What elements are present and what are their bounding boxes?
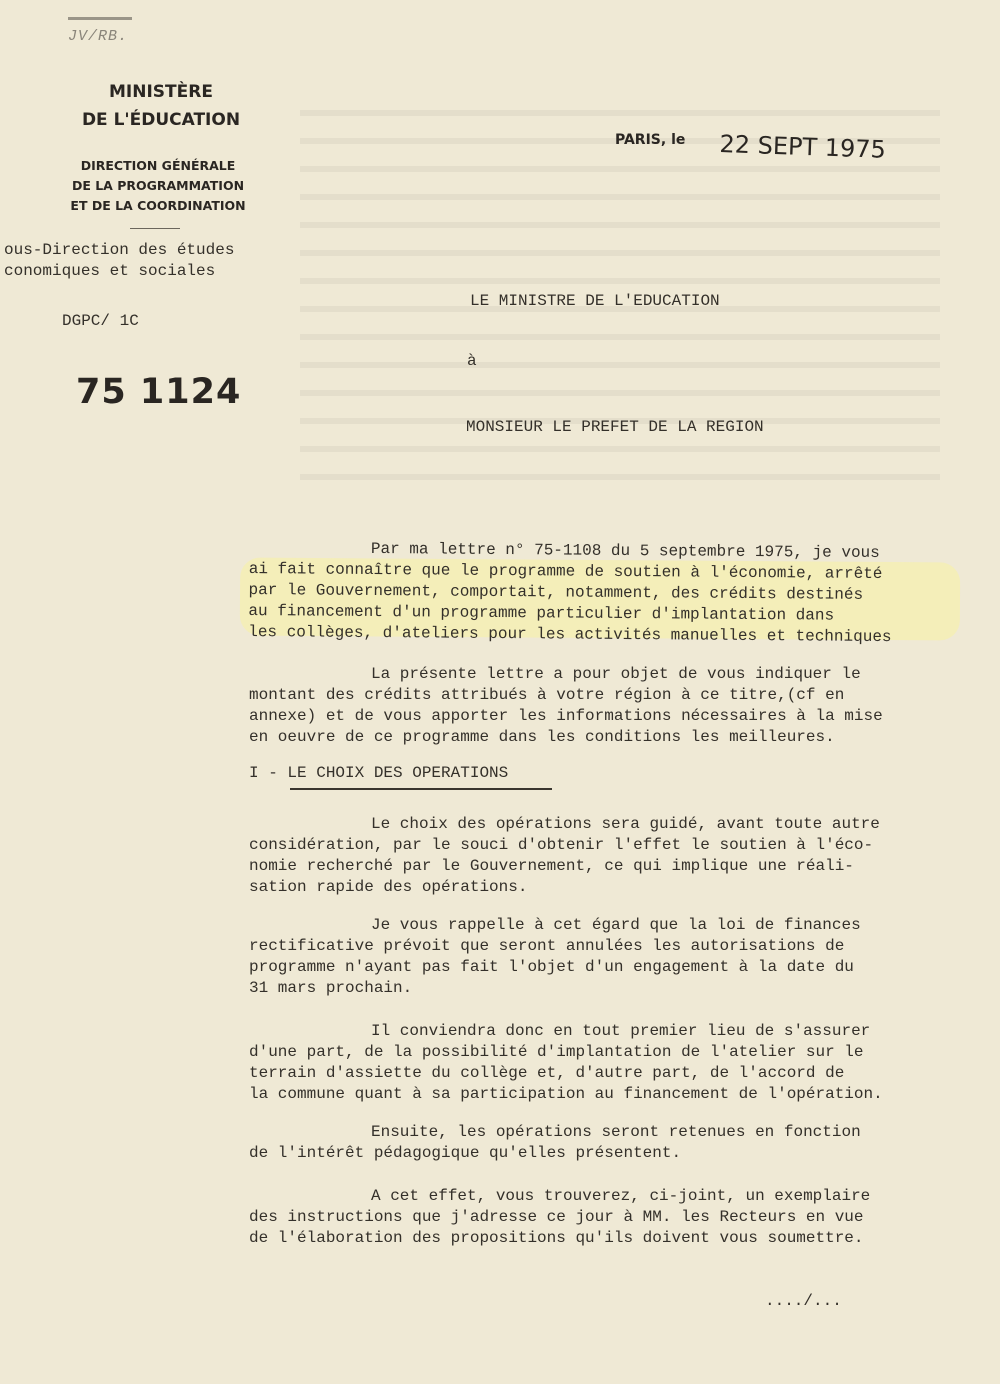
- sub-direction-line: ous-Direction des études: [4, 241, 235, 259]
- dateline-place: PARIS, le: [615, 132, 686, 148]
- typist-initials: JV/RB.: [68, 28, 129, 45]
- text-line: programme n'ayant pas fait l'objet d'un engagement à la date du: [249, 958, 854, 976]
- text-line: des instructions que j'adresse ce jour à MM. les Recteurs en vue: [249, 1208, 864, 1226]
- text-line: Il conviendra donc en tout premier lieu de s'assurer: [371, 1022, 871, 1040]
- direction-line: ET DE LA COORDINATION: [70, 198, 246, 213]
- paragraph: [249, 1122, 997, 1164]
- direction-line: DIRECTION GÉNÉRALE: [80, 158, 236, 173]
- dateline-date: 22 SEPT 1975: [719, 130, 887, 164]
- text-line: ai fait connaître que le programme de soutien à l'économie, arrêté: [248, 559, 883, 583]
- paragraph: [249, 1021, 997, 1105]
- text-line: Ensuite, les opérations seront retenues en fonction: [371, 1123, 861, 1141]
- ministry-line: MINISTÈRE: [109, 82, 213, 102]
- text-line: nomie recherché par le Gouvernement, ce qui implique une réali-: [249, 857, 854, 875]
- paragraph: [249, 664, 997, 748]
- text-line: montant des crédits attribués à votre région à ce titre,(cf en: [249, 686, 845, 704]
- text-line: de l'élaboration des propositions qu'ils doivent vous soumettre.: [249, 1229, 864, 1247]
- text-line: en oeuvre de ce programme dans les conditions les meilleures.: [249, 728, 835, 746]
- reference-strike-line: [68, 17, 132, 20]
- reference-code: DGPC/ 1C: [62, 312, 139, 330]
- sub-direction: [4, 240, 304, 282]
- sub-direction-line: conomiques et sociales: [4, 262, 216, 280]
- section-title: I - LE CHOIX DES OPERATIONS: [249, 764, 509, 782]
- direction-heading: [58, 156, 258, 216]
- paragraph: [249, 1186, 997, 1249]
- text-line: Je vous rappelle à cet égard que la loi de finances: [371, 916, 861, 934]
- divider: [130, 228, 180, 229]
- paragraph: [249, 915, 997, 999]
- text-line: la commune quant à sa participation au financement de l'opération.: [249, 1085, 883, 1103]
- text-line: par le Gouvernement, comportait, notamment, des crédits destinés: [248, 580, 864, 604]
- text-line: La présente lettre a pour objet de vous indiquer le: [371, 665, 861, 683]
- text-line: d'une part, de la possibilité d'implantation de l'atelier sur le: [249, 1043, 864, 1061]
- text-line: au financement d'un programme particulier d'implantation dans: [248, 601, 835, 625]
- text-line: Le choix des opérations sera guidé, avant toute autre: [371, 815, 880, 833]
- ministry-line: DE L'ÉDUCATION: [81, 110, 241, 130]
- text-line: terrain d'assiette du collège et, d'autre part, de l'accord de: [249, 1064, 845, 1082]
- letter-number: 75 1124: [76, 372, 242, 412]
- text-line: sation rapide des opérations.: [249, 878, 528, 896]
- ministry-heading: [78, 78, 244, 134]
- text-line: de l'intérêt pédagogique qu'elles présentent.: [249, 1144, 682, 1162]
- section-underline: [290, 788, 552, 790]
- text-line: les collèges, d'ateliers pour les activités manuelles et techniques: [248, 622, 892, 647]
- text-line: A cet effet, vous trouverez, ci-joint, un exemplaire: [371, 1187, 871, 1205]
- recipient: MONSIEUR LE PREFET DE LA REGION: [466, 418, 764, 436]
- sender: LE MINISTRE DE L'EDUCATION: [470, 292, 720, 310]
- text-line: considération, par le souci d'obtenir l'effet le soutien à l'éco-: [249, 836, 874, 854]
- text-line: Par ma lettre n° 75-1108 du 5 septembre 1975, je vous: [370, 539, 880, 562]
- paragraph: [249, 814, 997, 898]
- continuation-mark: ..../...: [765, 1292, 842, 1310]
- paragraph: [248, 538, 997, 649]
- addressing-preposition: à: [467, 352, 477, 370]
- direction-line: DE LA PROGRAMMATION: [71, 178, 245, 193]
- text-line: 31 mars prochain.: [249, 979, 413, 997]
- text-line: annexe) et de vous apporter les informations nécessaires à la mise: [249, 707, 883, 725]
- text-line: rectificative prévoit que seront annulées les autorisations de: [249, 937, 845, 955]
